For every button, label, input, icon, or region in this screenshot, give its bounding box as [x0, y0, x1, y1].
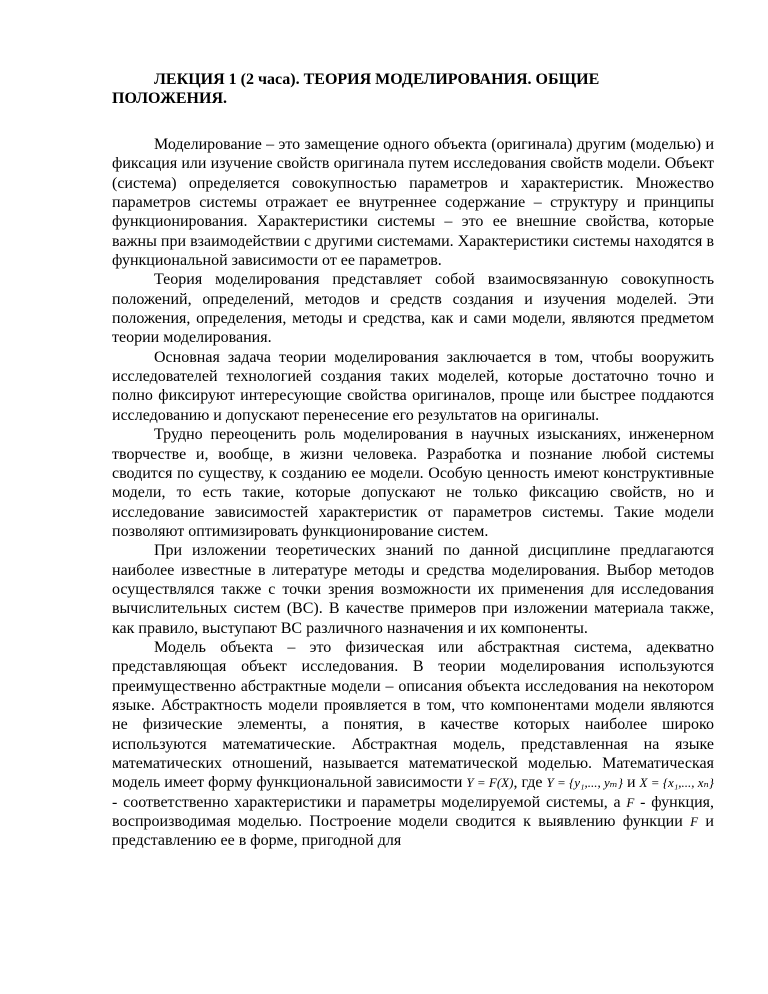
paragraph-modeling-definition: Моделирование – это замещение одного объекта (оригинала) другим (моделью) и фиксация или изучение свойств оригинала путем исследования свойств модели. Объект (система) определяется совокупностью параметров и характеристик. Множество параметров системы отражает ее внутреннее содержание – структуру и принципы функционирования. Характеристики системы – это ее внешние свойства, которые важны при взаимодействии с другими системами. Характеристики системы находятся в функциональной зависимости от ее параметров. — [112, 136, 714, 270]
paragraph-text: и — [622, 774, 640, 792]
paragraph-model-of-object — [112, 638, 714, 851]
formula-f: F — [626, 794, 635, 810]
formula-f: F — [690, 814, 699, 830]
paragraph-methods: При изложении теоретических знаний по данной дисциплине предлагаются наиболее известные в литературе методы и средства моделирования. Выбор методов осуществлялся также с точки зрения возможности их применения для исследования вычислительных систем (ВС). В качестве примеров при изложении материала также, как правило, выступают ВС различного назначения и их компоненты. — [112, 542, 714, 637]
paragraph-text: , где — [513, 774, 547, 792]
formula-y-equals-f-x: Y = F(X) — [466, 775, 514, 791]
paragraph-main-task: Основная задача теории моделирования заключается в том, чтобы вооружить исследователей технологией создания таких моделей, которые достаточно точно и полно фиксируют интересующие свойства оригиналов, проще или быстрее поддаются исследованию и допускают перенесение его результатов на оригиналы. — [112, 348, 714, 424]
paragraph-modeling-theory: Теория моделирования представляет собой взаимосвязанную совокупность положений, определений, методов и средств создания и изучения моделей. Эти положения, определения, методы и средства, как и сами модели, являются предметом теории моделирования. — [112, 271, 714, 347]
paragraph-text: и представлению ее в форме, пригодной для — [112, 813, 714, 850]
paragraph-text: - соответственно характеристики и параметры моделируемой системы, а — [112, 793, 627, 811]
formula-y-set: Y = {y₁,..., yₘ} — [546, 775, 623, 791]
paragraph-text: - функция, воспроизводимая моделью. Построение модели сводится к выявлению функции — [112, 793, 714, 831]
formula-x-set: X = {x₁,..., xₙ} — [639, 775, 715, 791]
paragraph-text: Модель объекта – это физическая или абстрактная система, адекватно представляющая объект исследования. В теории моделирования используются преимущественно абстрактные модели – описания объекта исследования на некотором языке. Абстрактность модели проявляется в том, что компонентами модели являются не физические элементы, а понятия, в качестве которых наиболее широко используются математические. Абстрактная модель, представленная на языке математических отношений, называется математической моделью. Математическая модель имеет форму функциональной зависимости — [112, 638, 714, 792]
lecture-title: ЛЕКЦИЯ 1 (2 часа). ТЕОРИЯ МОДЕЛИРОВАНИЯ. ОБЩИЕ ПОЛОЖЕНИЯ. — [112, 71, 600, 107]
document-page — [112, 70, 714, 851]
paragraph-role-of-modeling: Трудно переоценить роль моделирования в научных изысканиях, инженерном творчестве и, вообще, в жизни человека. Разработка и познание любой системы сводится по существу, к созданию ее модели. Особую ценность имеют конструктивные модели, то есть такие, которые допускают не только фиксацию свойств, но и исследование зависимостей характеристик от параметров системы. Такие модели позволяют оптимизировать функционирование систем. — [112, 426, 714, 540]
